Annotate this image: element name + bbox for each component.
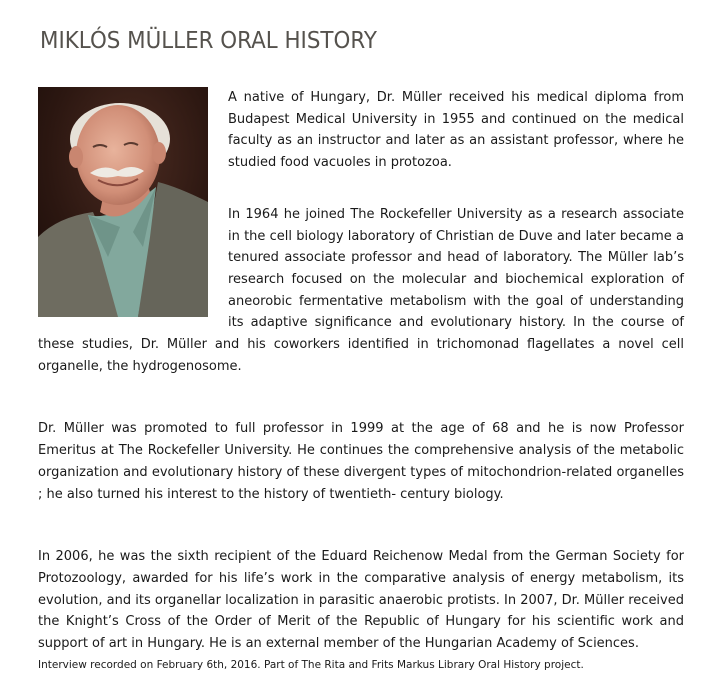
bio-paragraph-2: In 1964 he joined The Rockefeller University as a research associate in the cell biology laboratory of Christian de Duve and later became a tenured associate professor and head of laboratory. The Müller lab’s research focused on the molecular and biochemical exploration of aneorobic fermentative metabolism with the goal of understanding its adaptive significance and evolutionary history. In the course of these studies, Dr. Müller and his coworkers identified in trichomonad flagellates a novel cell organelle, the hydrogenosome.: [38, 206, 684, 374]
article-body: [38, 87, 684, 673]
ear-left: [69, 146, 83, 168]
ear-right: [152, 142, 166, 164]
portrait-illustration: [38, 87, 208, 317]
portrait-photo: [38, 87, 208, 317]
bio-paragraph-4: In 2006, he was the sixth recipient of the Eduard Reichenow Medal from the German Society for Protozoology, awarded for his life’s work in the comparative analysis of energy metabolism, its evolution, and its organellar localization in parasitic anaerobic protists. In 2007, Dr. Müller received the Knight’s Cross of the Order of Merit of the Republic of Hungary for his scientific work and support of art in Hungary. He is an external member of the Hungarian Academy of Sciences.: [38, 549, 684, 652]
interview-caption: Interview recorded on February 6th, 2016. Part of The Rita and Frits Markus Library Oral History project.: [38, 658, 584, 671]
bio-paragraph-1: A native of Hungary, Dr. Müller received his medical diploma from Budapest Medical University in 1955 and continued on the medical faculty as an instructor and later as an assistant professor, where he studied food vacuoles in protozoa.: [228, 90, 684, 171]
bio-paragraph-3: Dr. Müller was promoted to full professor in 1999 at the age of 68 and he is now Professor Emeritus at The Rockefeller University. He continues the comprehensive analysis of the metabolic organization and evolutionary history of these divergent types of mitochondrion-related organelles ; he also turned his interest to the history of twentieth- century biology.: [38, 421, 684, 502]
face: [76, 105, 160, 205]
page-title: MIKLÓS MÜLLER ORAL HISTORY: [40, 28, 377, 54]
